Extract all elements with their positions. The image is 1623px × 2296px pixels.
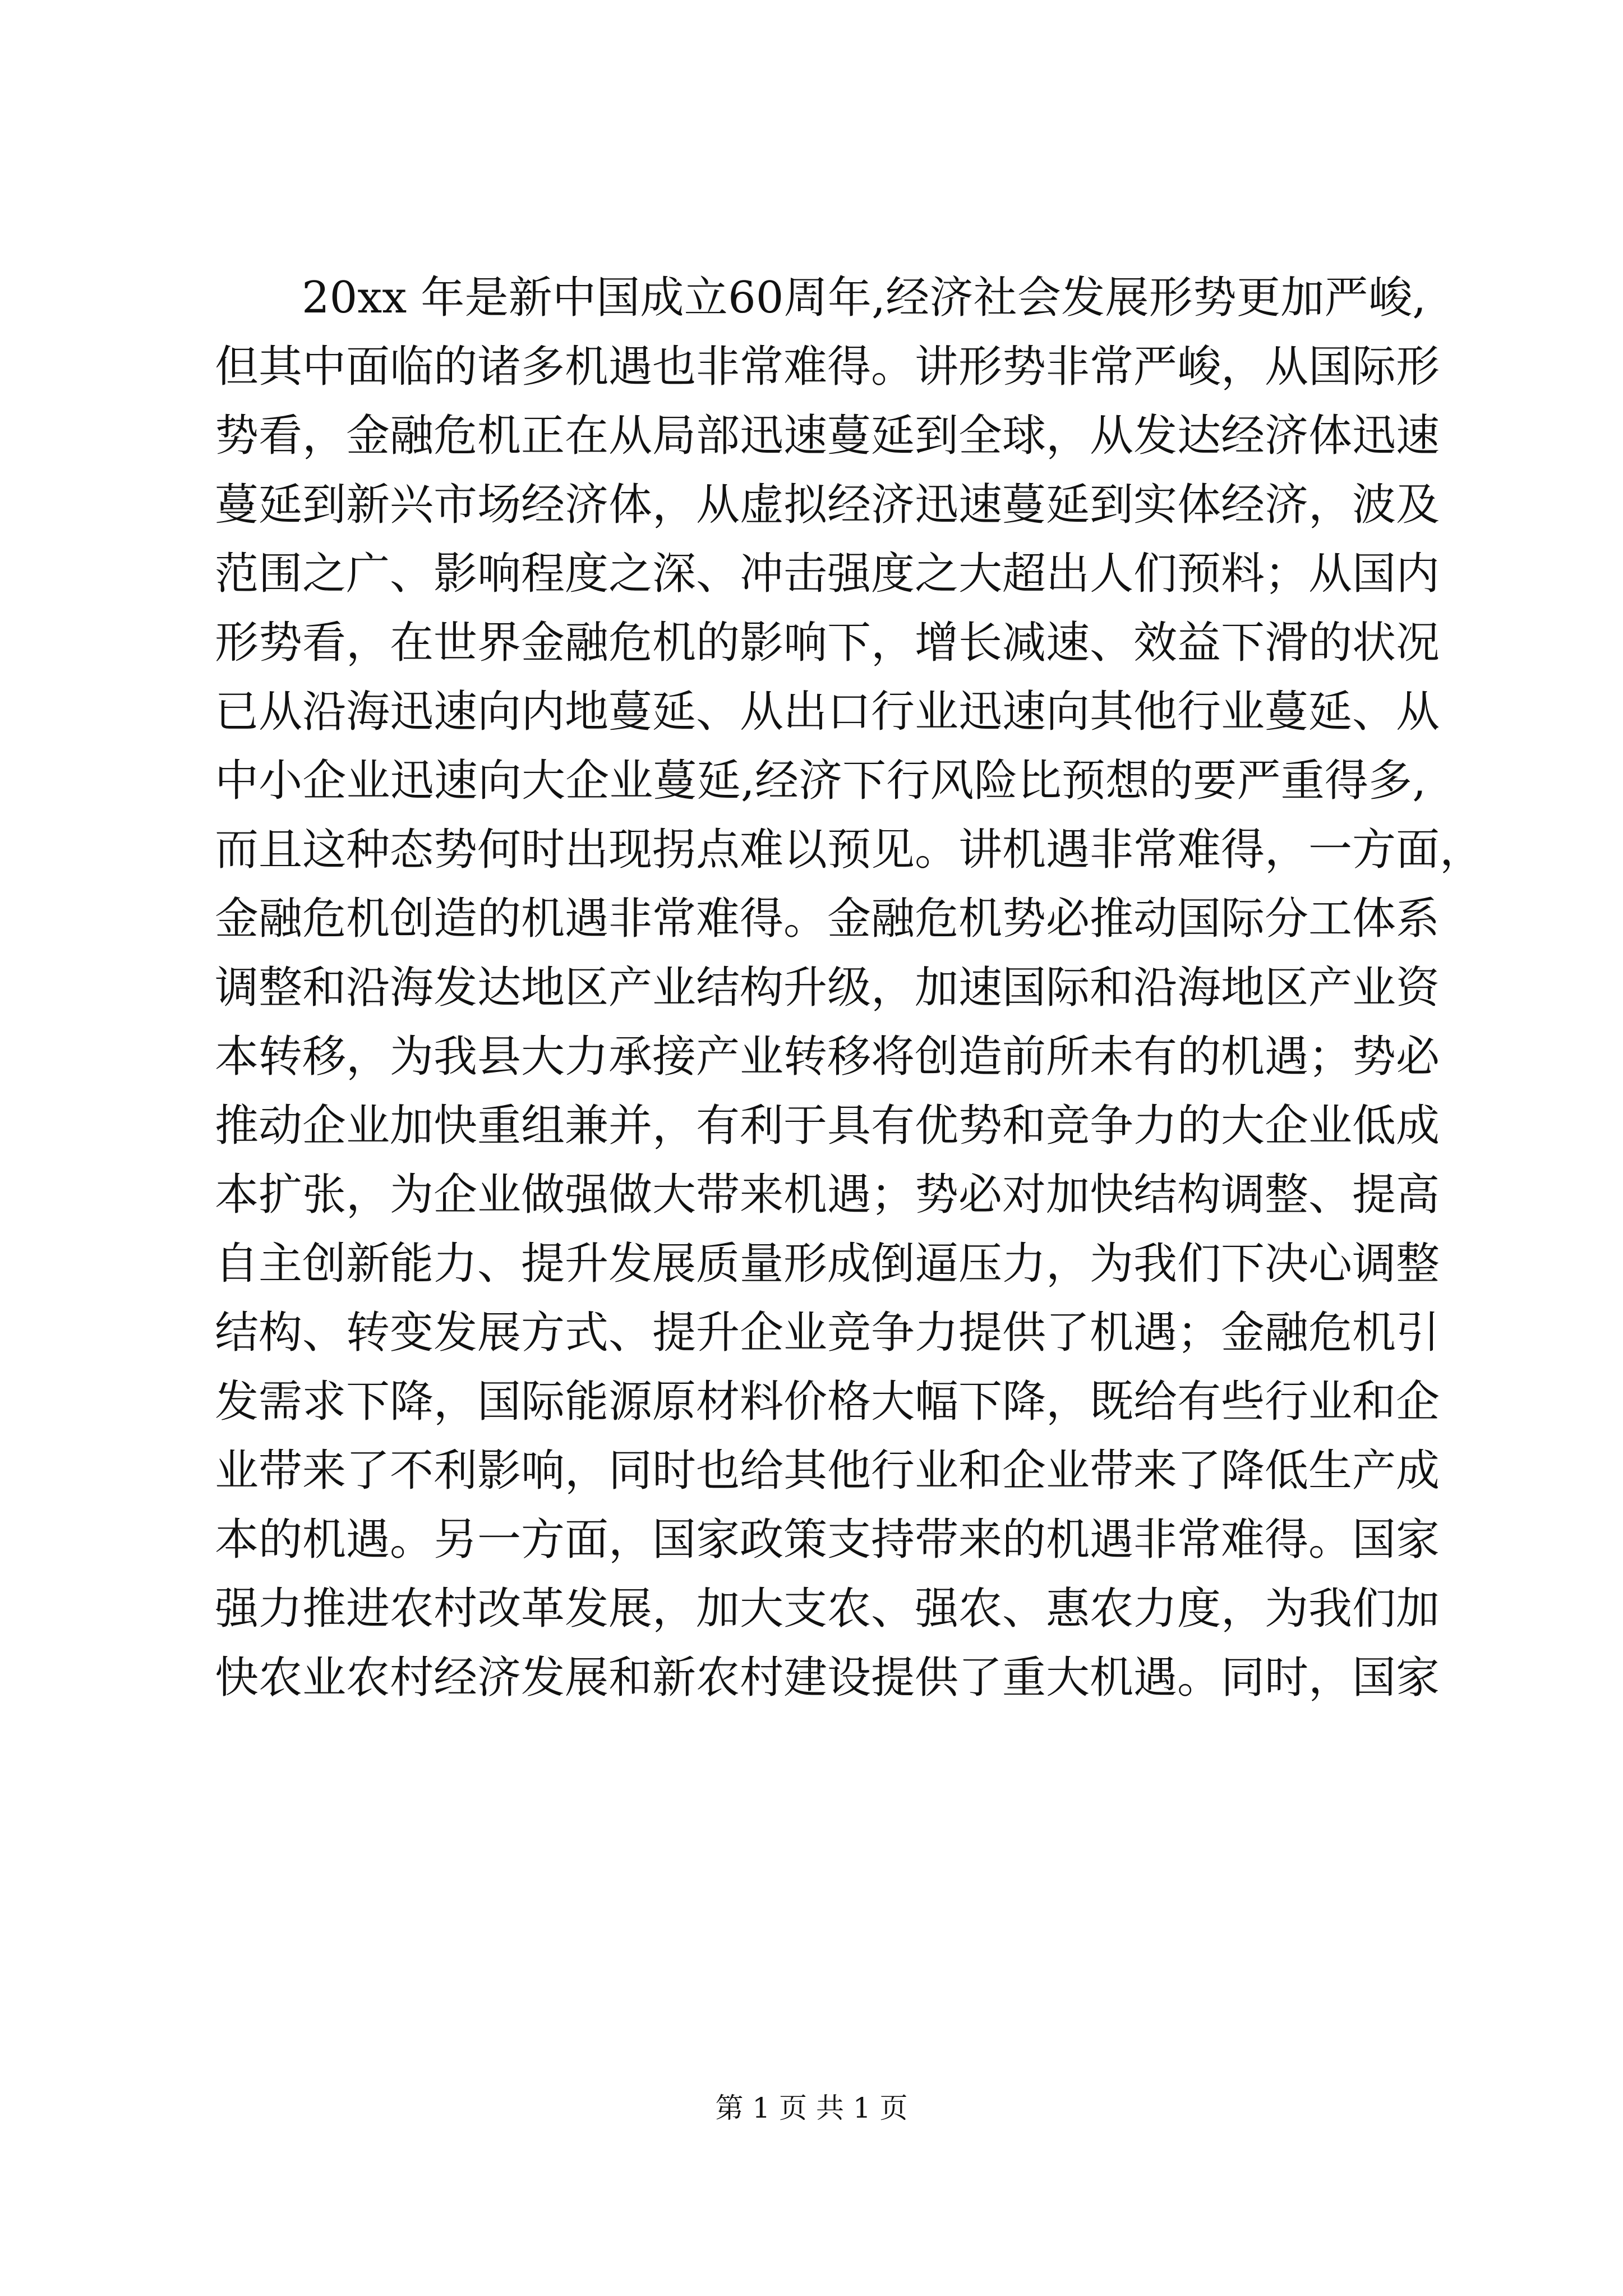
text-line: 调整和沿海发达地区产业结构升级，加速国际和沿海地区产业资 — [215, 963, 1440, 1013]
text-line: 发需求下降，国际能源原材料价格大幅下降，既给有些行业和企 — [215, 1377, 1440, 1427]
text-line: 形势看，在世界金融危机的影响下，增长减速、效益下滑的状况 — [215, 618, 1440, 668]
text-line: 而且这种态势何时出现拐点难以预见。讲机遇非常难得，一方面， — [215, 825, 1484, 875]
text-line: 蔓延到新兴市场经济体，从虚拟经济迅速蔓延到实体经济，波及 — [215, 480, 1440, 530]
page-footer: 第 1 页 共 1 页 — [715, 2092, 908, 2124]
text-line: 本扩张，为企业做强做大带来机遇；势必对加快结构调整、提高 — [215, 1170, 1440, 1220]
text-line: 业带来了不利影响，同时也给其他行业和企业带来了降低生产成 — [215, 1446, 1440, 1496]
text-line: 势看，金融危机正在从局部迅速蔓延到全球，从发达经济体迅速 — [215, 411, 1440, 461]
text-line: 已从沿海迅速向内地蔓延、从出口行业迅速向其他行业蔓延、从 — [215, 687, 1440, 737]
text-line: 本转移，为我县大力承接产业转移将创造前所未有的机遇；势必 — [215, 1032, 1440, 1082]
text-line: 但其中面临的诸多机遇也非常难得。讲形势非常严峻，从国际形 — [215, 342, 1440, 392]
text-line: 强力推进农村改革发展，加大支农、强农、惠农力度，为我们加 — [215, 1584, 1440, 1634]
text-line: 范围之广、影响程度之深、冲击强度之大超出人们预料；从国内 — [215, 549, 1440, 599]
text-line: 结构、转变发展方式、提升企业竞争力提供了机遇；金融危机引 — [215, 1308, 1440, 1358]
body-text — [215, 264, 1484, 1713]
text-line: 金融危机创造的机遇非常难得。金融危机势必推动国际分工体系 — [215, 894, 1440, 944]
text-line: 本的机遇。另一方面，国家政策支持带来的机遇非常难得。国家 — [215, 1515, 1440, 1565]
text-line: 推动企业加快重组兼并，有利于具有优势和竞争力的大企业低成 — [215, 1101, 1440, 1151]
text-line: 20xx 年是新中国成立60周年,经济社会发展形势更加严峻, — [302, 273, 1426, 323]
text-line: 中小企业迅速向大企业蔓延,经济下行风险比预想的要严重得多, — [215, 756, 1426, 806]
text-line: 快农业农村经济发展和新农村建设提供了重大机遇。同时，国家 — [215, 1653, 1440, 1703]
text-line: 自主创新能力、提升发展质量形成倒逼压力，为我们下决心调整 — [215, 1239, 1440, 1289]
